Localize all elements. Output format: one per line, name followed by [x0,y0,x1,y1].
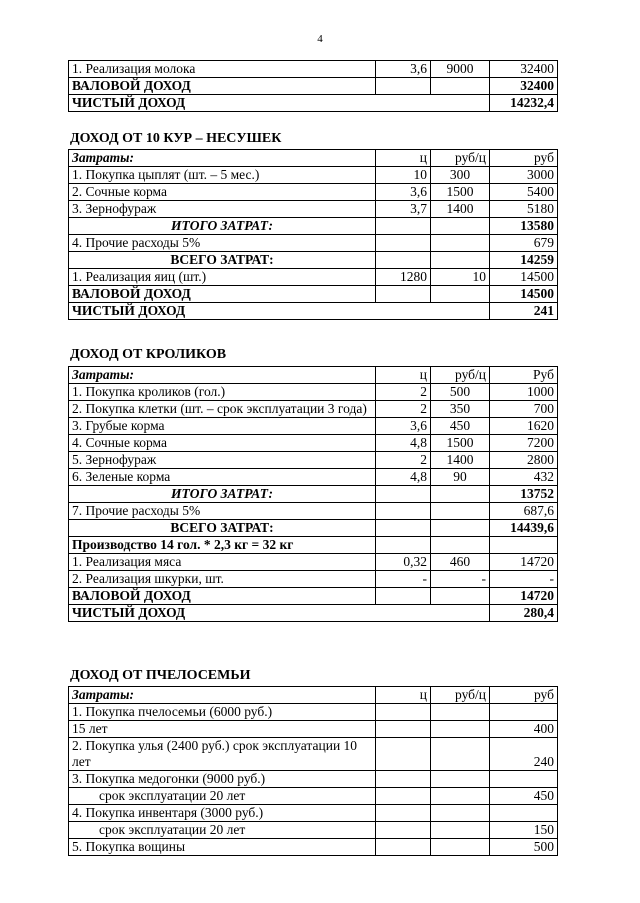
bees-income-table [68,686,558,856]
quantity-cell: - [376,571,431,588]
production-note: Производство 14 гол. * 2,3 кг = 32 кг [69,537,376,554]
rabbits-income-table [68,366,558,622]
gross-income-label: ВАЛОВОЙ ДОХОД [69,588,376,605]
row-label: 2. Сочные корма [69,184,376,201]
grand-total-label: ВСЕГО ЗАТРАТ: [69,520,376,537]
milk-income-table [68,60,558,112]
total-cell: 2800 [490,452,558,469]
table-row [69,537,558,554]
table-row [69,704,558,721]
gross-income-label: ВАЛОВОЙ ДОХОД [69,286,376,303]
quantity-header: ц [376,150,431,167]
total-header: руб [490,687,558,704]
row-label: 1. Реализация молока [69,61,376,78]
total-cell: 700 [490,401,558,418]
quantity-cell: 4,8 [376,469,431,486]
row-label: 2. Покупка улья (2400 руб.) срок эксплуатации 10 лет [69,738,376,771]
row-label: 2. Реализация шкурки, шт. [69,571,376,588]
row-label: срок эксплуатации 20 лет [69,822,376,839]
row-label: 3. Грубые корма [69,418,376,435]
table-row [69,61,558,78]
gross-income-value: 32400 [490,78,558,95]
gross-income-value: 14500 [490,286,558,303]
total-cell: - [490,571,558,588]
price-cell: 1500 [431,435,490,452]
quantity-cell: 1280 [376,269,431,286]
total-cell: 5400 [490,184,558,201]
price-cell: 1500 [431,184,490,201]
price-header: руб/ц [431,150,490,167]
table-row [69,822,558,839]
quantity-cell: 3,6 [376,61,431,78]
total-header: Руб [490,367,558,384]
row-label: 3. Покупка медогонки (9000 руб.) [69,771,376,788]
table-row [69,269,558,286]
section-heading-rabbits: ДОХОД ОТ КРОЛИКОВ [70,347,227,362]
table-row [69,839,558,856]
hens-income-table [68,149,558,320]
price-cell: 500 [431,384,490,401]
row-label: 7. Прочие расходы 5% [69,503,376,520]
price-cell: - [431,571,490,588]
price-header: руб/ц [431,687,490,704]
price-cell: 300 [431,167,490,184]
total-cell: 679 [490,235,558,252]
table-row [69,201,558,218]
table-row [69,384,558,401]
quantity-cell: 3,7 [376,201,431,218]
table-header-row [69,150,558,167]
gross-income-label: ВАЛОВОЙ ДОХОД [69,78,376,95]
price-cell: 90 [431,469,490,486]
quantity-cell: 4,8 [376,435,431,452]
net-income-label: ЧИСТЫЙ ДОХОД [69,303,490,320]
row-label: 1. Покупка кроликов (гол.) [69,384,376,401]
row-label: 5. Зернофураж [69,452,376,469]
gross-income-value: 14720 [490,588,558,605]
price-cell: 10 [431,269,490,286]
table-row [69,486,558,503]
total-cell: 7200 [490,435,558,452]
total-header: руб [490,150,558,167]
table-row [69,554,558,571]
costs-header: Затраты: [69,687,376,704]
total-cell: 32400 [490,61,558,78]
net-income-label: ЧИСТЫЙ ДОХОД [69,605,490,622]
table-row [69,303,558,320]
table-row [69,588,558,605]
price-cell: 460 [431,554,490,571]
page-number: 4 [317,33,323,45]
total-cell: 240 [490,738,558,771]
price-cell: 1400 [431,452,490,469]
quantity-cell: 2 [376,401,431,418]
total-cell: 3000 [490,167,558,184]
total-cell: 5180 [490,201,558,218]
net-income-value: 280,4 [490,605,558,622]
row-label: 4. Покупка инвентаря (3000 руб.) [69,805,376,822]
subtotal-value: 13580 [490,218,558,235]
table-row [69,167,558,184]
section-heading-bees: ДОХОД ОТ ПЧЕЛОСЕМЬИ [70,668,251,683]
section-heading-hens: ДОХОД ОТ 10 КУР – НЕСУШЕК [70,131,282,146]
table-row [69,78,558,95]
quantity-header: ц [376,687,431,704]
table-row [69,435,558,452]
total-cell: 400 [490,721,558,738]
row-label: 5. Покупка вощины [69,839,376,856]
net-income-label: ЧИСТЫЙ ДОХОД [69,95,490,112]
table-row [69,520,558,537]
table-row [69,605,558,622]
net-income-value: 14232,4 [490,95,558,112]
row-label: 3. Зернофураж [69,201,376,218]
grand-total-value: 14439,6 [490,520,558,537]
quantity-cell: 10 [376,167,431,184]
table-row [69,452,558,469]
row-label: 4. Прочие расходы 5% [69,235,376,252]
costs-header: Затраты: [69,150,376,167]
table-row [69,235,558,252]
subtotal-label: ИТОГО ЗАТРАТ: [69,218,376,235]
quantity-cell: 0,32 [376,554,431,571]
price-cell: 350 [431,401,490,418]
row-label: 15 лет [69,721,376,738]
total-cell: 687,6 [490,503,558,520]
table-row [69,286,558,303]
total-cell: 14500 [490,269,558,286]
table-row [69,252,558,269]
table-row [69,788,558,805]
table-row [69,738,558,771]
costs-header: Затраты: [69,367,376,384]
quantity-cell: 3,6 [376,184,431,201]
table-row [69,418,558,435]
row-label: срок эксплуатации 20 лет [69,788,376,805]
quantity-header: ц [376,367,431,384]
row-label: 4. Сочные корма [69,435,376,452]
row-label: 6. Зеленые корма [69,469,376,486]
total-cell: 150 [490,822,558,839]
row-label: 1. Реализация яиц (шт.) [69,269,376,286]
quantity-cell: 3,6 [376,418,431,435]
price-cell: 450 [431,418,490,435]
table-row [69,721,558,738]
table-header-row [69,367,558,384]
table-row [69,571,558,588]
row-label: 1. Реализация мяса [69,554,376,571]
total-cell: 432 [490,469,558,486]
price-header: руб/ц [431,367,490,384]
total-cell: 450 [490,788,558,805]
quantity-cell: 2 [376,384,431,401]
row-label: 1. Покупка пчелосемьи (6000 руб.) [69,704,376,721]
net-income-value: 241 [490,303,558,320]
subtotal-value: 13752 [490,486,558,503]
total-cell: 1000 [490,384,558,401]
subtotal-label: ИТОГО ЗАТРАТ: [69,486,376,503]
table-row [69,401,558,418]
price-cell: 1400 [431,201,490,218]
table-header-row [69,687,558,704]
total-cell: 14720 [490,554,558,571]
table-row [69,771,558,788]
price-cell: 9000 [431,61,490,78]
grand-total-label: ВСЕГО ЗАТРАТ: [69,252,376,269]
quantity-cell: 2 [376,452,431,469]
table-row [69,95,558,112]
table-row [69,218,558,235]
total-cell: 1620 [490,418,558,435]
table-row [69,805,558,822]
row-label: 1. Покупка цыплят (шт. – 5 мес.) [69,167,376,184]
table-row [69,469,558,486]
table-row [69,503,558,520]
grand-total-value: 14259 [490,252,558,269]
row-label: 2. Покупка клетки (шт. – срок эксплуатации 3 года) [69,401,376,418]
total-cell: 500 [490,839,558,856]
table-row [69,184,558,201]
